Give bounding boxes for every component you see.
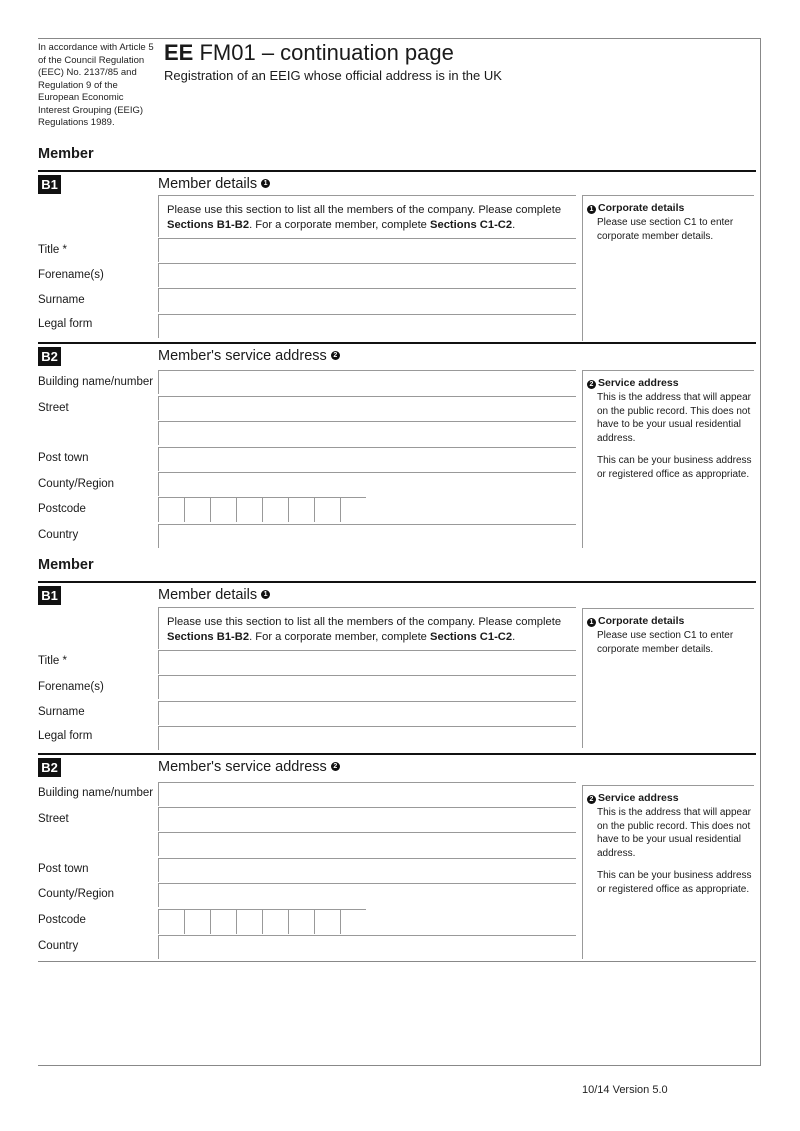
postcode-char-box[interactable] <box>210 497 236 522</box>
member-details-intro <box>158 607 576 649</box>
postcode-label: Postcode <box>38 503 86 515</box>
intro-text: Please use this section to list all the members of the company. Please complete <box>167 204 562 216</box>
info-2-icon: 2 <box>331 351 340 360</box>
postcode-char-box[interactable] <box>340 497 366 522</box>
postcode-label: Postcode <box>38 914 86 926</box>
member-details-intro <box>158 195 576 237</box>
county-field[interactable] <box>158 883 576 907</box>
note-text: Please use section C1 to enter corporate member details. <box>597 630 734 655</box>
postcode-char-box[interactable] <box>184 909 210 934</box>
note-text: This can be your business address or registered office as appropriate. <box>597 455 752 480</box>
building-label: Building name/number <box>38 376 154 388</box>
form-title-prefix: EE <box>164 40 194 65</box>
building-field[interactable] <box>158 370 576 394</box>
street-field[interactable] <box>158 807 576 831</box>
note-text: Please use section C1 to enter corporate member details. <box>597 217 734 242</box>
postcode-char-box[interactable] <box>236 909 262 934</box>
note-title <box>587 377 679 389</box>
info-2-icon: 2 <box>587 795 596 804</box>
note-title-text: Corporate details <box>598 615 685 627</box>
postcode-char-box[interactable] <box>184 497 210 522</box>
section-divider <box>38 581 756 583</box>
legal-basis-note: In accordance with Article 5 of the Council Regulation (EEC) No. 2137/85 and Regulation 9 of the European Economic Interest Grouping (EEIG) Regulations 1989. <box>38 42 154 128</box>
street-label: Street <box>38 402 69 414</box>
postcode-char-box[interactable] <box>340 909 366 934</box>
title-label: Title * <box>38 655 67 667</box>
info-2-icon: 2 <box>331 762 340 771</box>
post-town-field[interactable] <box>158 858 576 882</box>
info-2-icon: 2 <box>587 380 596 389</box>
country-field[interactable] <box>158 935 576 959</box>
note-title-text: Service address <box>598 792 679 804</box>
county-label: County/Region <box>38 478 115 490</box>
street-label: Street <box>38 813 69 825</box>
member-heading: Member <box>38 557 94 573</box>
note-title <box>587 202 684 214</box>
section-title-text: Member's service address <box>158 348 327 364</box>
post-town-label: Post town <box>38 452 89 464</box>
note-text: This is the address that will appear on the public record. This does not have to be your usual residential address. <box>597 807 751 859</box>
intro-bold-sections-b: Sections B1-B2 <box>167 219 250 231</box>
street-field-line-2[interactable] <box>158 421 576 445</box>
corporate-details-note <box>582 195 754 341</box>
country-label: Country <box>38 529 79 541</box>
corporate-details-note <box>582 608 754 748</box>
form-title <box>164 40 454 66</box>
title-field[interactable] <box>158 238 576 262</box>
postcode-char-box[interactable] <box>262 909 288 934</box>
postcode-char-box[interactable] <box>236 497 262 522</box>
surname-label: Surname <box>38 294 85 306</box>
section-title-text: Member details <box>158 176 258 192</box>
postcode-char-box[interactable] <box>288 909 314 934</box>
county-label: County/Region <box>38 888 115 900</box>
note-title <box>587 615 684 627</box>
intro-bold-sections-c: Sections C1-C2 <box>430 631 513 643</box>
note-title-text: Corporate details <box>598 202 685 214</box>
post-town-label: Post town <box>38 863 89 875</box>
section-divider <box>38 170 756 172</box>
section-end-rule <box>38 961 756 962</box>
street-field[interactable] <box>158 396 576 420</box>
intro-text: . <box>512 631 516 643</box>
title-label: Title * <box>38 244 67 256</box>
intro-bold-sections-b: Sections B1-B2 <box>167 631 250 643</box>
intro-bold-sections-c: Sections C1-C2 <box>430 219 513 231</box>
postcode-char-box[interactable] <box>158 497 184 522</box>
note-text: This can be your business address or registered office as appropriate. <box>597 870 752 895</box>
note-title-text: Service address <box>598 377 679 389</box>
form-subtitle: Registration of an EEIG whose official address is in the UK <box>164 68 502 83</box>
legal-form-label: Legal form <box>38 730 93 742</box>
county-field[interactable] <box>158 472 576 496</box>
info-1-icon: 1 <box>261 179 270 188</box>
section-title-member-details <box>158 587 270 603</box>
section-badge-b2: B2 <box>38 347 61 366</box>
info-1-icon: 1 <box>587 618 596 627</box>
postcode-char-box[interactable] <box>158 909 184 934</box>
forename-field[interactable] <box>158 263 576 287</box>
section-badge-b1: B1 <box>38 175 61 194</box>
surname-label: Surname <box>38 706 85 718</box>
building-label: Building name/number <box>38 787 154 799</box>
country-field[interactable] <box>158 524 576 548</box>
postcode-char-box[interactable] <box>210 909 236 934</box>
intro-text: . <box>512 219 516 231</box>
title-field[interactable] <box>158 650 576 674</box>
info-1-icon: 1 <box>587 205 596 214</box>
legal-form-label: Legal form <box>38 318 93 330</box>
country-label: Country <box>38 940 79 952</box>
note-text: This is the address that will appear on the public record. This does not have to be your usual residential address. <box>597 392 751 444</box>
postcode-char-box[interactable] <box>314 497 340 522</box>
surname-field[interactable] <box>158 701 576 725</box>
postcode-char-box[interactable] <box>288 497 314 522</box>
forename-field[interactable] <box>158 675 576 699</box>
member-heading: Member <box>38 146 94 162</box>
forename-label: Forename(s) <box>38 269 104 281</box>
section-badge-b2: B2 <box>38 758 61 777</box>
intro-text: Please use this section to list all the members of the company. Please complete <box>167 616 562 628</box>
section-badge-b1: B1 <box>38 586 61 605</box>
building-field[interactable] <box>158 782 576 806</box>
street-field-line-2[interactable] <box>158 832 576 856</box>
note-title <box>587 792 679 804</box>
legal-form-field[interactable] <box>158 726 576 750</box>
section-title-service-address <box>158 348 340 364</box>
section-divider <box>38 342 756 344</box>
forename-label: Forename(s) <box>38 681 104 693</box>
service-address-note <box>582 370 754 548</box>
intro-text: . For a corporate member, complete <box>249 631 431 643</box>
version-footer: 10/14 Version 5.0 <box>582 1084 668 1096</box>
surname-field[interactable] <box>158 288 576 312</box>
post-town-field[interactable] <box>158 447 576 471</box>
intro-text: . For a corporate member, complete <box>249 219 431 231</box>
section-title-member-details <box>158 176 270 192</box>
legal-form-field[interactable] <box>158 314 576 338</box>
section-title-service-address <box>158 759 340 775</box>
postcode-char-box[interactable] <box>262 497 288 522</box>
service-address-note <box>582 785 754 959</box>
section-title-text: Member's service address <box>158 759 327 775</box>
section-divider <box>38 753 756 755</box>
info-1-icon: 1 <box>261 590 270 599</box>
form-title-text: FM01 – continuation page <box>193 40 454 65</box>
postcode-char-box[interactable] <box>314 909 340 934</box>
section-title-text: Member details <box>158 587 258 603</box>
